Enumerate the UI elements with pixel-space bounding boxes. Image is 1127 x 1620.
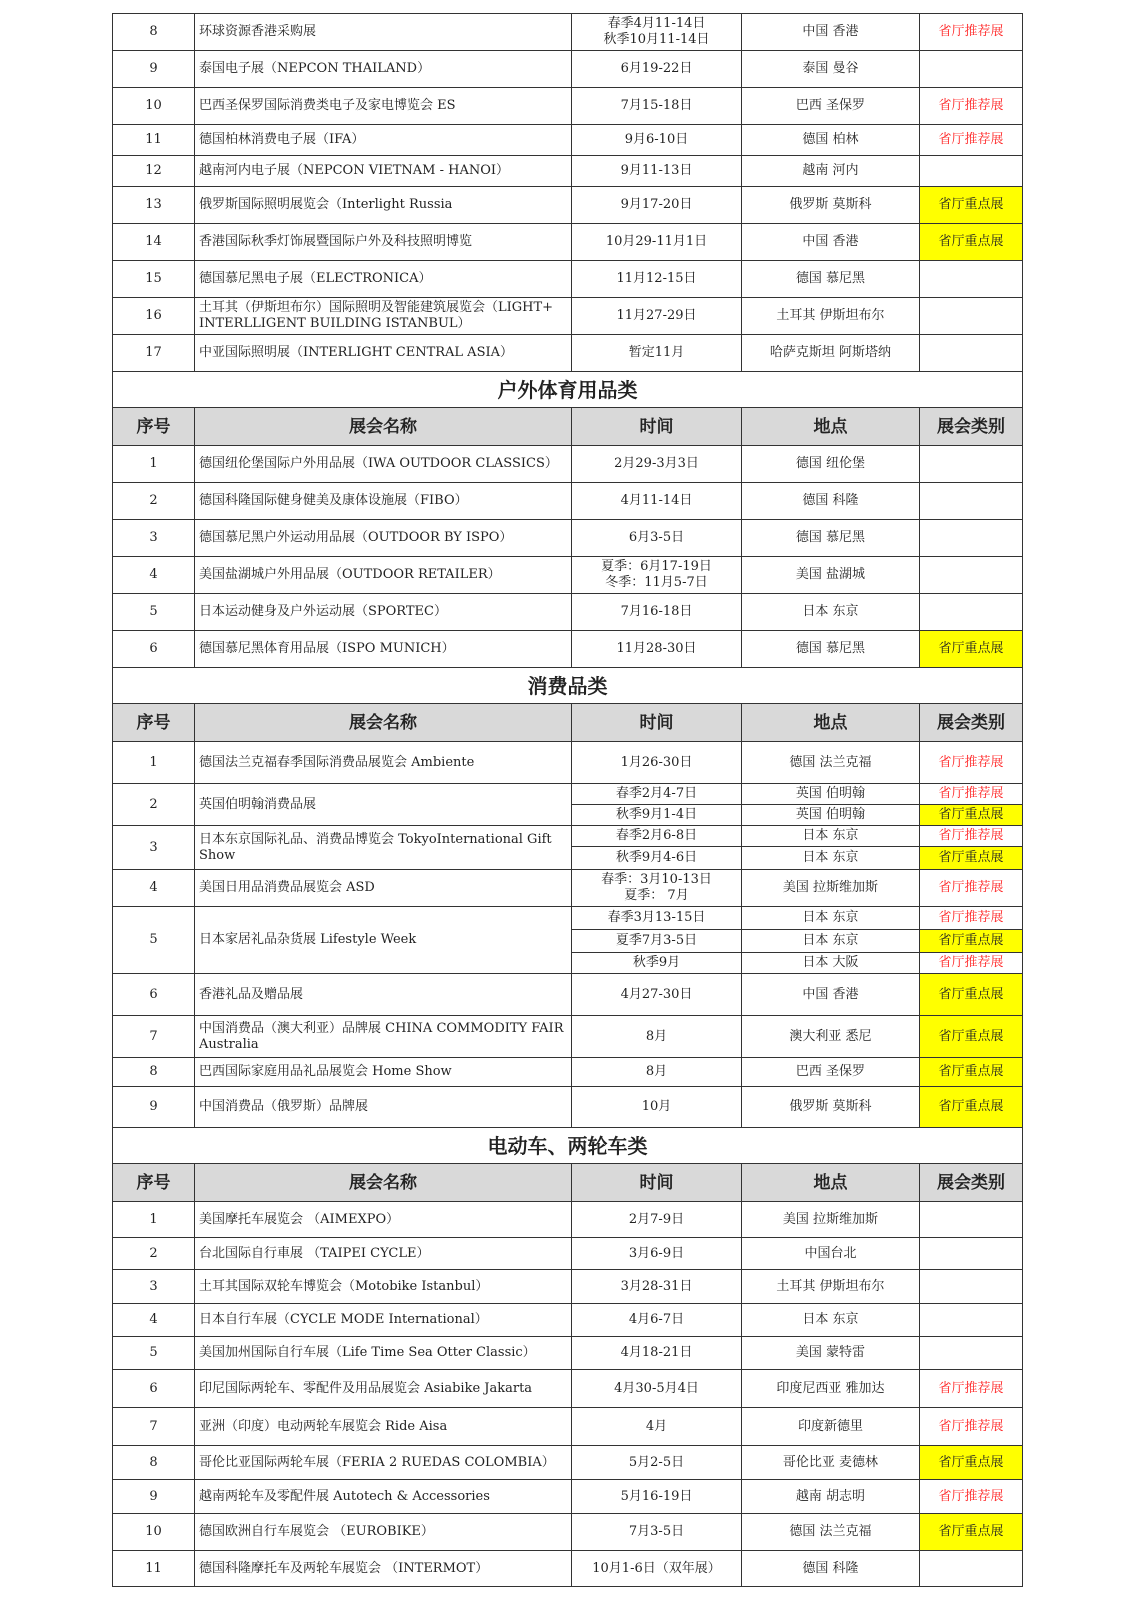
exhibition-category [920,51,1023,88]
table-row [113,335,1023,372]
table-row [113,187,1023,224]
exhibition-place: 中国台北 [742,1238,920,1270]
table-row [113,156,1023,187]
exhibition-name: 中国消费品（澳大利亚）品牌展 CHINA COMMODITY FAIR Australia [195,1016,572,1058]
exhibition-name: 中亚国际照明展（INTERLIGHT CENTRAL ASIA） [195,335,572,372]
exhibition-category [920,261,1023,298]
exhibition-time [572,1016,742,1058]
exhibition-category: 省厅推荐展 [920,907,1023,930]
exhibition-place: 澳大利亚 悉尼 [742,1016,920,1058]
row-number: 10 [113,1514,195,1551]
section-title-row [113,372,1023,408]
exhibition-place: 日本 大阪 [742,953,920,974]
exhibition-name: 俄罗斯国际照明展览会（Interlight Russia [195,187,572,224]
time-line: 夏季：6月17-19日 [601,559,712,574]
table-row [113,520,1023,557]
section-title: 户外体育用品类 [113,372,1023,408]
row-number: 2 [113,1238,195,1270]
exhibition-place: 中国 香港 [742,224,920,261]
exhibition-time [572,14,742,51]
exhibition-category [920,483,1023,520]
time-line: 3月28-31日 [620,1278,693,1294]
header-name: 展会名称 [195,1164,572,1202]
table-row [113,1446,1023,1480]
exhibition-name: 英国伯明翰消费品展 [195,784,572,826]
table-row [113,483,1023,520]
exhibition-name: 美国日用品消费品展览会 ASD [195,870,572,907]
exhibition-name: 土耳其（伊斯坦布尔）国际照明及智能建筑展览会（LIGHT+ INTERLLIGENT BUILDING ISTANBUL） [195,298,572,335]
table-row [113,51,1023,88]
exhibition-place: 中国 香港 [742,974,920,1016]
exhibition-name: 德国慕尼黑户外运动用品展（OUTDOOR BY ISPO） [195,520,572,557]
exhibition-time: 夏季7月3-5日 [572,930,742,953]
exhibition-place: 越南 胡志明 [742,1480,920,1514]
exhibition-place: 俄罗斯 莫斯科 [742,1087,920,1128]
exhibition-place: 巴西 圣保罗 [742,1058,920,1087]
exhibition-place: 日本 东京 [742,826,920,847]
row-number: 10 [113,88,195,125]
time-line: 8月 [645,1028,668,1044]
time-line: 4月30-5月4日 [614,1380,699,1396]
exhibition-category: 省厅重点展 [920,1446,1023,1480]
table-row [113,557,1023,594]
exhibition-place: 日本 东京 [742,1304,920,1337]
time-line: 9月6-10日 [624,132,689,147]
row-number: 1 [113,1202,195,1238]
row-number: 9 [113,1480,195,1514]
exhibition-time [572,1408,742,1446]
header-place: 地点 [742,408,920,446]
table-row [113,870,1023,907]
time-line: 6月19-22日 [620,61,693,76]
exhibition-name: 越南河内电子展（NEPCON VIETNAM - HANOI） [195,156,572,187]
exhibition-category: 省厅推荐展 [920,742,1023,784]
table-row [113,1016,1023,1058]
row-number: 3 [113,520,195,557]
exhibition-time [572,742,742,784]
exhibition-time [572,1304,742,1337]
exhibition-time [572,631,742,668]
time-line: 4月18-21日 [620,1345,693,1360]
exhibition-time [572,1270,742,1304]
row-number: 14 [113,224,195,261]
time-line: 4月11-14日 [620,493,693,508]
table-row [113,1337,1023,1370]
header-no: 序号 [113,704,195,742]
exhibition-time: 秋季9月 [572,953,742,974]
row-number: 13 [113,187,195,224]
header-time: 时间 [572,704,742,742]
table-row [113,14,1023,51]
exhibition-name: 亚洲（印度）电动两轮车展览会 Ride Aisa [195,1408,572,1446]
table-row [113,1370,1023,1408]
header-category: 展会类别 [920,1164,1023,1202]
exhibition-category: 省厅重点展 [920,847,1023,870]
exhibition-place: 英国 伯明翰 [742,784,920,805]
table-row [113,1270,1023,1304]
table-row [113,1408,1023,1446]
row-number: 5 [113,907,195,974]
exhibition-name: 日本东京国际礼品、消费品博览会 TokyoInternational Gift Show [195,826,572,870]
exhibition-category [920,520,1023,557]
exhibition-place: 德国 科隆 [742,1551,920,1587]
time-line: 8月 [645,1064,668,1079]
exhibition-time [572,446,742,483]
row-number: 12 [113,156,195,187]
table-row [113,631,1023,668]
exhibition-category: 省厅重点展 [920,187,1023,224]
exhibition-place: 越南 河内 [742,156,920,187]
exhibition-place: 哥伦比亚 麦德林 [742,1446,920,1480]
exhibition-time [572,870,742,907]
table-row [113,1480,1023,1514]
exhibition-category [920,1551,1023,1587]
exhibition-place: 土耳其 伊斯坦布尔 [742,1270,920,1304]
section-title: 消费品类 [113,668,1023,704]
table-row [113,594,1023,631]
exhibition-name: 泰国电子展（NEPCON THAILAND） [195,51,572,88]
exhibition-place: 美国 拉斯维加斯 [742,870,920,907]
exhibition-name: 越南两轮车及零配件展 Autotech & Accessories [195,1480,572,1514]
row-number: 17 [113,335,195,372]
exhibition-category: 省厅重点展 [920,1016,1023,1058]
exhibition-category [920,1270,1023,1304]
row-number: 6 [113,974,195,1016]
header-time: 时间 [572,408,742,446]
table-row [113,1514,1023,1551]
exhibition-time [572,125,742,156]
exhibition-place: 德国 纽伦堡 [742,446,920,483]
exhibition-category: 省厅重点展 [920,1058,1023,1087]
time-line: 9月11-13日 [620,163,693,178]
exhibition-category: 省厅重点展 [920,224,1023,261]
exhibition-name: 美国摩托车展览会 （AIMEXPO） [195,1202,572,1238]
exhibition-place: 德国 慕尼黑 [742,261,920,298]
exhibition-category [920,1304,1023,1337]
exhibition-place: 泰国 曼谷 [742,51,920,88]
exhibition-name: 德国欧洲自行车展览会 （EUROBIKE） [195,1514,572,1551]
header-category: 展会类别 [920,704,1023,742]
exhibition-place: 日本 东京 [742,594,920,631]
exhibition-place: 土耳其 伊斯坦布尔 [742,298,920,335]
table-row [113,907,1023,930]
exhibition-category: 省厅重点展 [920,1087,1023,1128]
row-number: 4 [113,1304,195,1337]
row-number: 7 [113,1016,195,1058]
table-row [113,974,1023,1016]
exhibition-time [572,1202,742,1238]
row-number: 4 [113,557,195,594]
exhibition-category: 省厅推荐展 [920,953,1023,974]
exhibition-name: 台北国际自行車展 （TAIPEI CYCLE） [195,1238,572,1270]
exhibition-name: 德国纽伦堡国际户外用品展（IWA OUTDOOR CLASSICS） [195,446,572,483]
exhibition-schedule [112,13,1022,1587]
row-number: 15 [113,261,195,298]
exhibition-place: 日本 东京 [742,930,920,953]
exhibition-place: 日本 东京 [742,907,920,930]
exhibition-time [572,1370,742,1408]
row-number: 4 [113,870,195,907]
exhibition-category: 省厅推荐展 [920,88,1023,125]
row-number: 5 [113,1337,195,1370]
table-row [113,742,1023,784]
row-number: 11 [113,125,195,156]
table-row [113,298,1023,335]
time-line: 春季4月11-14日 [607,16,706,31]
exhibition-category: 省厅推荐展 [920,1408,1023,1446]
row-number: 6 [113,631,195,668]
time-line: 4月6-7日 [628,1312,685,1327]
row-number: 8 [113,1446,195,1480]
row-number: 2 [113,784,195,826]
exhibition-time [572,557,742,594]
header-time: 时间 [572,1164,742,1202]
exhibition-name: 巴西圣保罗国际消费类电子及家电博览会 ES [195,88,572,125]
table-row [113,1551,1023,1587]
row-number: 8 [113,1058,195,1087]
exhibition-category: 省厅重点展 [920,930,1023,953]
exhibition-time: 春季2月4-7日 [572,784,742,805]
exhibition-place: 德国 科隆 [742,483,920,520]
exhibition-category: 省厅推荐展 [920,826,1023,847]
row-number: 2 [113,483,195,520]
row-number: 9 [113,1087,195,1128]
exhibition-time [572,224,742,261]
header-place: 地点 [742,704,920,742]
exhibition-category [920,557,1023,594]
exhibition-name: 德国柏林消费电子展（IFA） [195,125,572,156]
exhibition-place: 德国 法兰克福 [742,742,920,784]
column-header-row [113,1164,1023,1202]
row-number: 7 [113,1408,195,1446]
time-line: 5月16-19日 [620,1488,693,1504]
table-row [113,125,1023,156]
time-line: 7月16-18日 [620,604,693,619]
row-number: 16 [113,298,195,335]
exhibition-name: 德国慕尼黑电子展（ELECTRONICA） [195,261,572,298]
exhibition-time [572,156,742,187]
exhibition-time [572,335,742,372]
exhibition-time [572,1238,742,1270]
time-line: 5月2-5日 [628,1454,685,1470]
row-number: 1 [113,742,195,784]
exhibition-time [572,261,742,298]
exhibition-time [572,1480,742,1514]
table-row [113,88,1023,125]
exhibition-place: 巴西 圣保罗 [742,88,920,125]
exhibition-time [572,594,742,631]
exhibition-time [572,298,742,335]
time-line: 春季：3月10-13日 [601,872,712,887]
exhibition-time [572,520,742,557]
exhibition-table [112,13,1023,1587]
table-row [113,1087,1023,1128]
time-line: 2月7-9日 [628,1211,685,1227]
exhibition-time [572,483,742,520]
header-place: 地点 [742,1164,920,1202]
table-row [113,1238,1023,1270]
exhibition-name: 美国盐湖城户外用品展（OUTDOOR RETAILER） [195,557,572,594]
exhibition-category: 省厅重点展 [920,805,1023,826]
exhibition-name: 德国法兰克福春季国际消费品展览会 Ambiente [195,742,572,784]
exhibition-name: 哥伦比亚国际两轮车展（FERIA 2 RUEDAS COLOMBIA） [195,1446,572,1480]
exhibition-time [572,1058,742,1087]
time-line: 11月28-30日 [616,641,697,656]
exhibition-place: 哈萨克斯坦 阿斯塔纳 [742,335,920,372]
exhibition-name: 日本自行车展（CYCLE MODE International） [195,1304,572,1337]
exhibition-category [920,156,1023,187]
exhibition-name: 香港礼品及赠品展 [195,974,572,1016]
header-no: 序号 [113,1164,195,1202]
exhibition-category: 省厅推荐展 [920,125,1023,156]
exhibition-name: 印尼国际两轮车、零配件及用品展览会 Asiabike Jakarta [195,1370,572,1408]
table-row [113,826,1023,847]
row-number: 6 [113,1370,195,1408]
table-row [113,1304,1023,1337]
exhibition-place: 德国 法兰克福 [742,1514,920,1551]
exhibition-time: 秋季9月4-6日 [572,847,742,870]
header-category: 展会类别 [920,408,1023,446]
exhibition-name: 美国加州国际自行车展（Life Time Sea Otter Classic） [195,1337,572,1370]
exhibition-place: 中国 香港 [742,14,920,51]
exhibition-name: 德国科隆国际健身健美及康体设施展（FIBO） [195,483,572,520]
table-row [113,784,1023,805]
table-row [113,1202,1023,1238]
column-header-row [113,704,1023,742]
time-line: 7月3-5日 [628,1524,685,1539]
exhibition-time [572,1087,742,1128]
exhibition-time [572,187,742,224]
exhibition-name: 香港国际秋季灯饰展暨国际户外及科技照明博览 [195,224,572,261]
section-title-row [113,668,1023,704]
row-number: 3 [113,1270,195,1304]
exhibition-place: 俄罗斯 莫斯科 [742,187,920,224]
section-title-row [113,1128,1023,1164]
row-number: 11 [113,1551,195,1587]
table-row [113,446,1023,483]
row-number: 1 [113,446,195,483]
time-line: 9月17-20日 [620,197,693,212]
time-line: 秋季10月11-14日 [603,32,710,47]
exhibition-time: 秋季9月1-4日 [572,805,742,826]
exhibition-place: 印度尼西亚 雅加达 [742,1370,920,1408]
table-row [113,224,1023,261]
column-header-row [113,408,1023,446]
exhibition-place: 德国 慕尼黑 [742,520,920,557]
exhibition-name: 土耳其国际双轮车博览会（Motobike Istanbul） [195,1270,572,1304]
exhibition-time: 春季2月6-8日 [572,826,742,847]
header-name: 展会名称 [195,408,572,446]
time-line: 2月29-3月3日 [614,456,699,471]
row-number: 3 [113,826,195,870]
table-row [113,1058,1023,1087]
time-line: 冬季：11月5-7日 [605,575,708,590]
exhibition-place: 德国 柏林 [742,125,920,156]
exhibition-category: 省厅重点展 [920,1514,1023,1551]
time-line: 夏季： 7月 [624,888,689,903]
exhibition-category: 省厅重点展 [920,974,1023,1016]
time-line: 10月 [641,1099,672,1114]
exhibition-name: 日本运动健身及户外运动展（SPORTEC） [195,594,572,631]
exhibition-time [572,88,742,125]
exhibition-category [920,1202,1023,1238]
exhibition-place: 美国 拉斯维加斯 [742,1202,920,1238]
time-line: 4月 [645,1418,668,1434]
time-line: 10月1-6日（双年展） [592,1560,721,1576]
time-line: 3月6-9日 [628,1245,685,1261]
time-line: 4月27-30日 [620,986,693,1002]
exhibition-name: 中国消费品（俄罗斯）品牌展 [195,1087,572,1128]
time-line: 1月26-30日 [620,754,693,770]
time-line: 6月3-5日 [628,530,685,545]
exhibition-category [920,446,1023,483]
time-line: 暂定11月 [628,345,685,360]
exhibition-category: 省厅重点展 [920,631,1023,668]
exhibition-time [572,1514,742,1551]
exhibition-time [572,1446,742,1480]
exhibition-name: 环球资源香港采购展 [195,14,572,51]
exhibition-name: 巴西国际家庭用品礼品展览会 Home Show [195,1058,572,1087]
exhibition-category: 省厅推荐展 [920,1370,1023,1408]
time-line: 10月29-11月1日 [605,234,708,249]
exhibition-category: 省厅推荐展 [920,870,1023,907]
row-number: 9 [113,51,195,88]
exhibition-category [920,1337,1023,1370]
exhibition-place: 美国 盐湖城 [742,557,920,594]
exhibition-name: 德国慕尼黑体育用品展（ISPO MUNICH） [195,631,572,668]
section-title: 电动车、两轮车类 [113,1128,1023,1164]
exhibition-time [572,1551,742,1587]
exhibition-category: 省厅推荐展 [920,1480,1023,1514]
exhibition-category [920,298,1023,335]
exhibition-category [920,335,1023,372]
exhibition-place: 印度新德里 [742,1408,920,1446]
exhibition-time [572,1337,742,1370]
row-number: 8 [113,14,195,51]
header-name: 展会名称 [195,704,572,742]
row-number: 5 [113,594,195,631]
exhibition-place: 德国 慕尼黑 [742,631,920,668]
exhibition-category: 省厅推荐展 [920,784,1023,805]
time-line: 11月12-15日 [616,271,697,286]
header-no: 序号 [113,408,195,446]
exhibition-time: 春季3月13-15日 [572,907,742,930]
exhibition-name: 德国科隆摩托车及两轮车展览会 （INTERMOT） [195,1551,572,1587]
exhibition-name: 日本家居礼品杂货展 Lifestyle Week [195,907,572,974]
exhibition-category: 省厅推荐展 [920,14,1023,51]
exhibition-time [572,974,742,1016]
exhibition-place: 日本 东京 [742,847,920,870]
time-line: 7月15-18日 [620,98,693,113]
time-line: 11月27-29日 [616,308,697,323]
exhibition-place: 英国 伯明翰 [742,805,920,826]
table-row [113,261,1023,298]
exhibition-category [920,594,1023,631]
exhibition-time [572,51,742,88]
exhibition-category [920,1238,1023,1270]
exhibition-place: 美国 蒙特雷 [742,1337,920,1370]
